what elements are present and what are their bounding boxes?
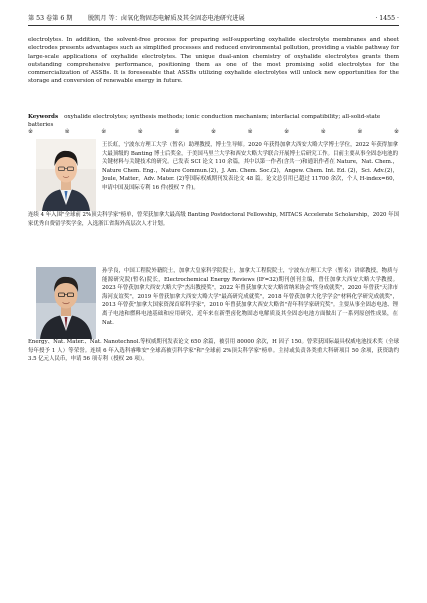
author-portrait-image	[36, 139, 96, 211]
separator-mark: ※	[137, 128, 143, 135]
author-bio-1-text: 王长虹，宁波东方理工大学（暂名）助理教授，博士生导师。2020 年获得加拿大西安大略大学博士学位，2022 年获得加拿大最顶级的 Banting 博士后奖金，于美国马里兰大学和西安大略大学联合开展博士后研究工作。目前主要从事全固态电池的关键材料与关键技术的研究。已发表 SCI 论文 110 余篇，其中以第一作者(含共一)和通讯作者在 Nature，Nat. Chem.，Nature Chem. Eng.，Nature Commun.(2)，J. Am. Chem. Soc.(2)，Angew. Chem. Int. Ed. (2)，Sci. Adv.(2)，Joule, Matter，Adv. Mater. (2)等国际权威期刊发表论文 48 篇。论文总引用已超过 11700 余次，个人 H-index=60，申请中国及国际专利 16 件(授权 7 件)。	[102, 142, 398, 191]
separator-mark: ※	[247, 128, 253, 135]
abstract-paragraph: electrolytes. In addition, the solvent-free process for preparing self-supporting oxyhalide electrolyte membranes and sheet electrodes presents advantages such as simplified processes and reduced environmental pollution, providing a viable pathway for large-scale applications of oxyhalide electrolytes. The unique dual-anion chemistry of oxyhalide electrolytes grants them outstanding comprehensive performance, positioning them as one of the most promising solid electrolytes for the commercialization of ASSBs. It is foreseeable that ASSBs utilizing oxyhalide electrolytes will unlock new opportunities for the storage and conversion of renewable energy in future.	[28, 37, 399, 85]
author-bio-2-continued	[28, 338, 399, 364]
author-bio-2-text-continued: Energy、Nat. Mater.、Nat. Nanotechnol.等权威期刊发表论文 650 余篇，被引用 80000 余次，H 因子 150。曾荣获国际最具权威电池技术奖（全球每年授予 1 人）等荣誉。连续 6 年入选科睿唯安"全球高被引科学家"和"全球前 2%顶尖科学家"榜单。主持或负责各类重大科研项目 50 余项，获资助约 3.5 亿元人民币，申请 56 项专利（授权 26 项）。	[28, 339, 399, 363]
running-title: 脱凯月 等：卤氧化物固态电解质及其全固态电池研究进展	[88, 15, 245, 22]
separator-mark: ※	[174, 128, 180, 135]
separator-mark: ※	[64, 128, 70, 135]
separator-mark: ※	[101, 128, 107, 135]
author-bio-1-text-continued: 连续 4 年入围"全球前 2%顶尖科学家"榜单，曾荣获加拿大最高级 Banting Postdoctoral Fellowship, MITACS Accelerate Scholarship，2020 年国家优秀自费留学奖学金，入选浙江省海外高层次人才计划。	[28, 212, 399, 227]
separator-mark: ※	[284, 128, 290, 135]
running-header	[28, 13, 399, 26]
author-bio-2	[102, 267, 398, 327]
section-separator	[28, 128, 399, 135]
keywords-text: oxyhalide electrolytes; synthesis methods; ionic conduction mechanism; interfacial compatibility; all-solid-state batteries	[28, 114, 381, 128]
volume-issue: 第 53 卷第 6 期	[28, 15, 73, 22]
separator-mark: ※	[28, 128, 34, 135]
separator-mark: ※	[210, 128, 216, 135]
keywords-line	[28, 113, 399, 129]
author-bio-2-text: 孙学良，中国工程院外籍院士，加拿大皇家科学院院士，加拿大工程院院士，宁波东方理工大学（暂名）讲席教授，物质与能源研究院(暂名)院长，Electrochemical Energy Reviews (IF=32)期刊创刊主编，曾任加拿大西安大略大学教授。2023 年曾获加拿大西安大略大学"杰出教授奖"，2022 年曾获加拿大安大略省纳米协会"终身成就奖"，2020 年曾获"天津市海河友谊奖"，2019 年曾获加拿大西安大略大学"最高研究成就奖"，2018 年曾获加拿大化学学会"材料化学研究成就奖"，2013 年曾获"加拿大国家资深首席科学家"，2010 年曾获加拿大西安大略省"青年科学家研究奖"。主要从事全固态电池、锂离子电池和燃料电池基础和应用研究，近年来在新型卤化物固态电解质及其全固态电池方面做出了一系列原创性成果，在 Nat.	[102, 268, 398, 326]
author-photo-1	[36, 139, 96, 211]
keywords-label: Keywords	[28, 114, 59, 120]
separator-mark: ※	[320, 128, 326, 135]
author-portrait-image	[36, 267, 96, 339]
author-bio-1	[102, 141, 398, 193]
separator-mark: ※	[393, 128, 399, 135]
author-bio-1-continued	[28, 211, 399, 228]
page-number: · 1455 ·	[375, 15, 399, 22]
separator-mark: ※	[357, 128, 363, 135]
author-photo-2	[36, 267, 96, 339]
